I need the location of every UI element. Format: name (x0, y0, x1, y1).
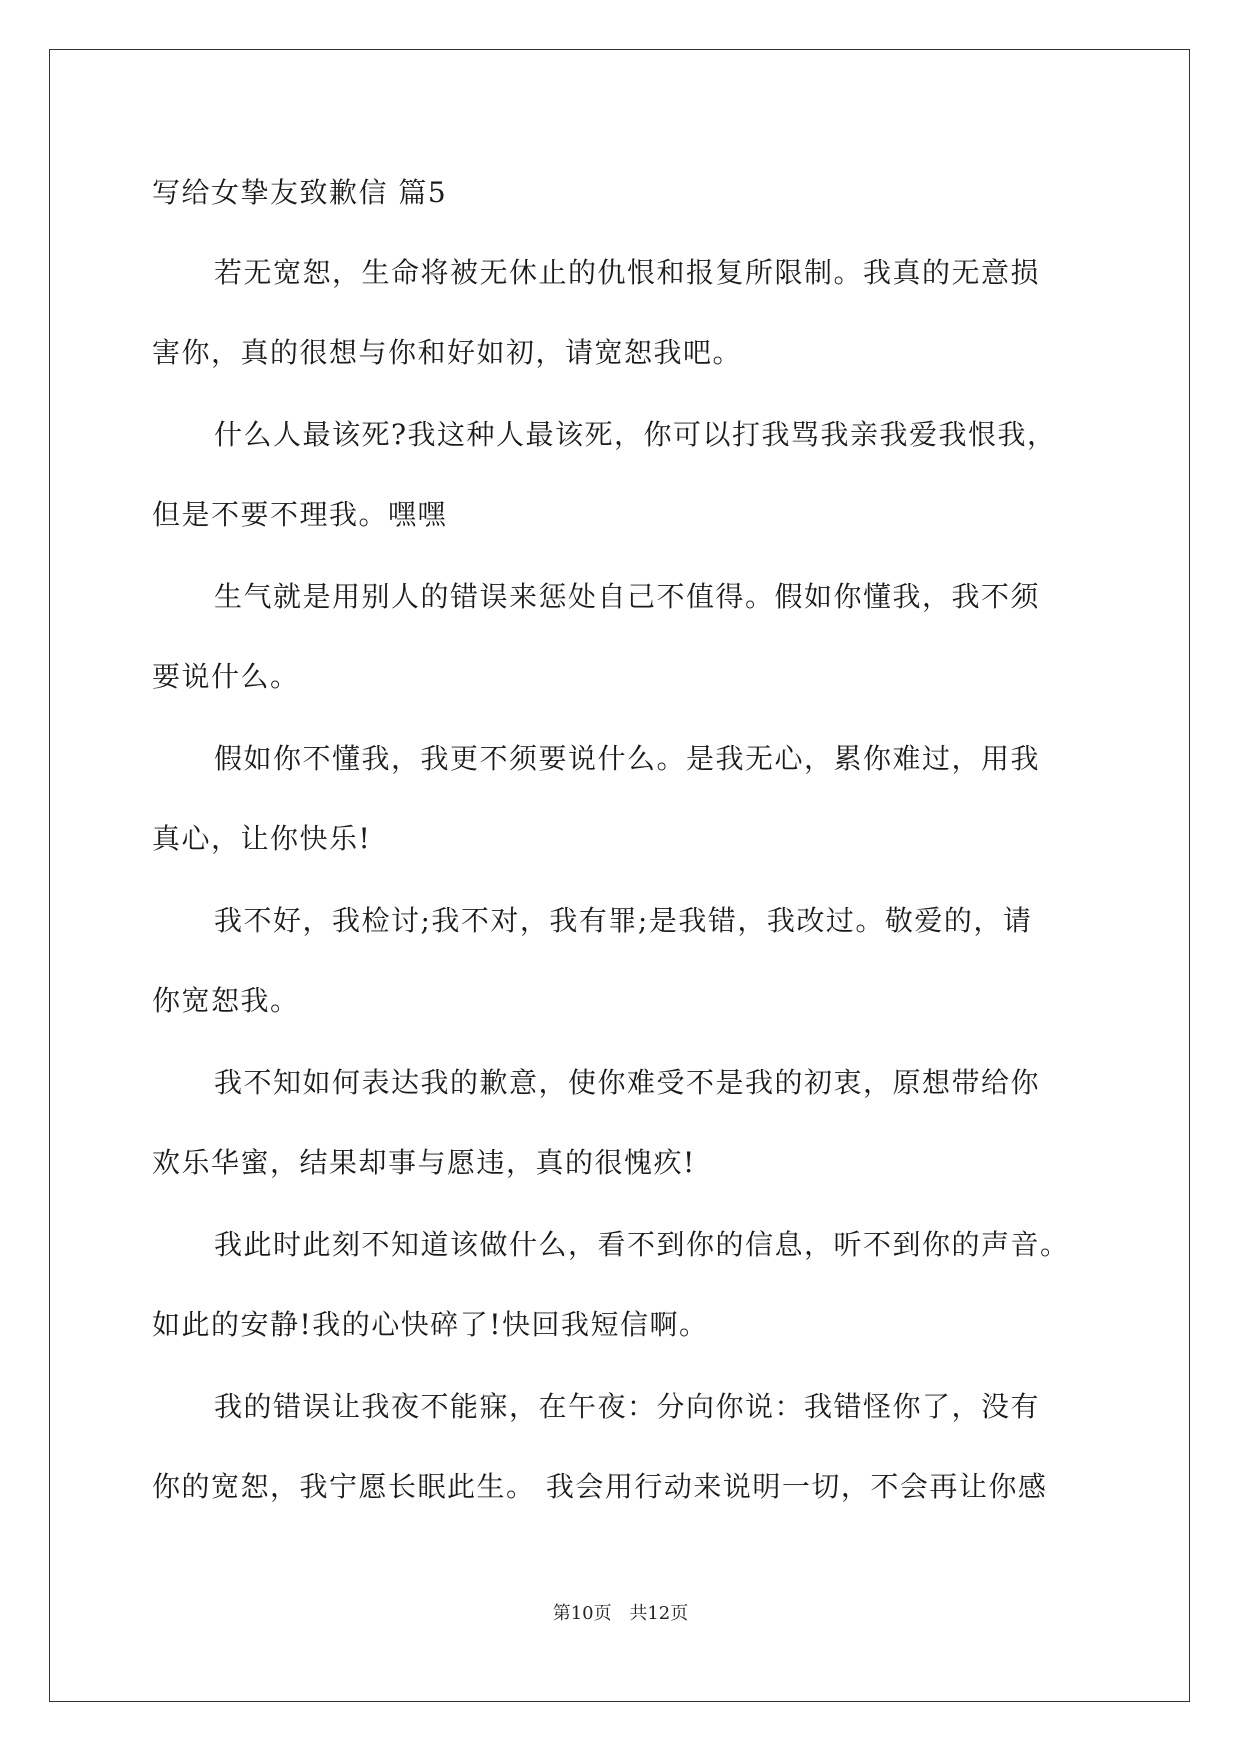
paragraph-line: 你的宽恕，我宁愿长眠此生。 我会用行动来说明一切，不会再让你感 (152, 1470, 1048, 1503)
paragraph-line: 我的错误让我夜不能寐，在午夜：分向你说：我错怪你了，没有 (214, 1390, 1041, 1423)
page-border (49, 49, 1190, 1702)
paragraph-line: 什么人最该死?我这种人最该死，你可以打我骂我亲我爱我恨我， (214, 418, 1057, 451)
paragraph-line: 如此的安静!我的心快碎了!快回我短信啊。 (152, 1308, 709, 1341)
paragraph-line: 真心，让你快乐! (152, 822, 372, 855)
paragraph-line: 欢乐华蜜，结果却事与愿违，真的很愧疚! (152, 1146, 696, 1179)
paragraph-line: 若无宽恕，生命将被无休止的仇恨和报复所限制。我真的无意损 (214, 256, 1041, 289)
paragraph-line: 假如你不懂我，我更不须要说什么。是我无心，累你难过，用我 (214, 742, 1041, 775)
paragraph-line: 要说什么。 (152, 660, 300, 693)
page-number-current: 第10页 (552, 1603, 612, 1624)
paragraph-line: 生气就是用别人的错误来惩处自己不值得。假如你懂我，我不须 (214, 580, 1041, 613)
paragraph-line: 我不知如何表达我的歉意，使你难受不是我的初衷，原想带给你 (214, 1066, 1041, 1099)
page-footer (0, 1602, 1241, 1626)
document-heading: 写给女挚友致歉信 篇5 (152, 176, 448, 209)
paragraph-line: 我不好，我检讨;我不对，我有罪;是我错，我改过。敬爱的，请 (214, 904, 1033, 937)
page-number-total: 共12页 (629, 1603, 689, 1624)
paragraph-line: 你宽恕我。 (152, 984, 300, 1017)
paragraph-line: 害你，真的很想与你和好如初，请宽恕我吧。 (152, 336, 743, 369)
paragraph-line: 但是不要不理我。嘿嘿 (152, 498, 448, 531)
paragraph-line: 我此时此刻不知道该做什么，看不到你的信息，听不到你的声音。 (214, 1228, 1070, 1261)
